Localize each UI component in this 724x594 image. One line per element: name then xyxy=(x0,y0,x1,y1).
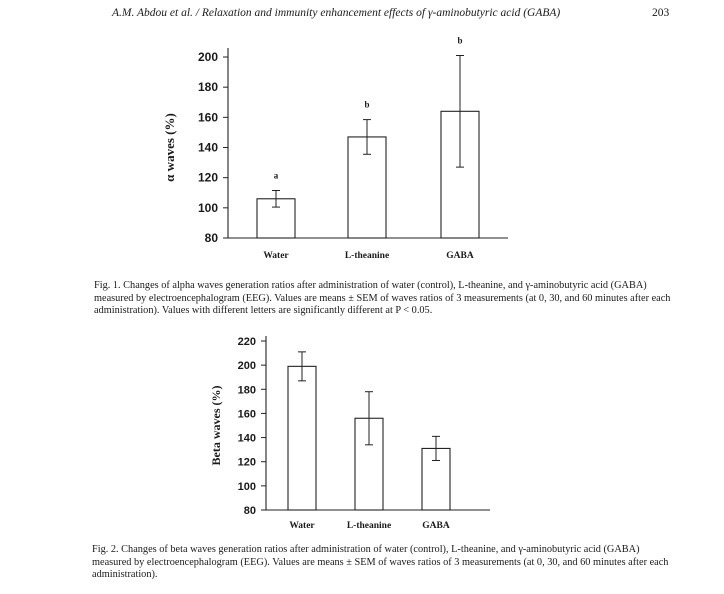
y-tick-label: 80 xyxy=(243,505,256,517)
x-category-label: L-theanine xyxy=(346,521,392,531)
bar xyxy=(288,366,316,510)
y-axis-label: α waves (%) xyxy=(162,113,177,182)
x-category-label: L-theanine xyxy=(344,251,390,261)
significance-letter: b xyxy=(364,99,370,110)
x-category-label: Water xyxy=(263,251,289,261)
y-tick-label: 140 xyxy=(197,140,218,155)
y-tick-label: 100 xyxy=(237,480,256,493)
y-tick-label: 160 xyxy=(197,110,218,125)
x-category-label: GABA xyxy=(446,251,474,261)
y-tick-label: 180 xyxy=(197,80,218,95)
y-tick-label: 200 xyxy=(197,50,218,64)
figure-1-caption: Fig. 1. Changes of alpha waves generation ratios after administration of water (control), L-theanine, and γ-aminobutyric acid (GABA) measured by electroencephalogram (EEG). Values are means ± SEM of waves ratios of 3 measurements (at 0, 30, and 60 minutes after each administration). Values with different letters are significantly different at P < 0.05. xyxy=(94,280,671,317)
x-category-label: Water xyxy=(289,521,315,531)
y-axis-label: Beta waves (%) xyxy=(209,385,223,466)
significance-letter: a xyxy=(273,170,279,181)
y-tick-label: 120 xyxy=(197,170,218,185)
y-tick-label: 80 xyxy=(204,231,218,245)
y-tick-label: 200 xyxy=(237,360,256,373)
x-category-label: GABA xyxy=(422,521,450,531)
y-tick-label: 140 xyxy=(237,432,256,445)
running-header: A.M. Abdou et al. / Relaxation and immunity enhancement effects of γ-aminobutyric acid (GABA) xyxy=(112,7,561,19)
page-number: 203 xyxy=(652,7,670,19)
y-tick-label: 220 xyxy=(237,336,256,348)
figure-2-caption: Fig. 2. Changes of beta waves generation ratios after administration of water (control), L-theanine, and γ-aminobutyric acid (GABA) measured by electroencephalogram (EEG). Values are means ± SEM of waves ratios of 3 measurements (at 0, 30, and 60 minutes after each administration). xyxy=(92,544,669,581)
y-tick-label: 120 xyxy=(237,456,256,469)
y-tick-label: 100 xyxy=(197,200,218,215)
y-tick-label: 180 xyxy=(237,384,256,397)
y-tick-label: 160 xyxy=(237,408,256,421)
significance-letter: b xyxy=(457,35,463,46)
